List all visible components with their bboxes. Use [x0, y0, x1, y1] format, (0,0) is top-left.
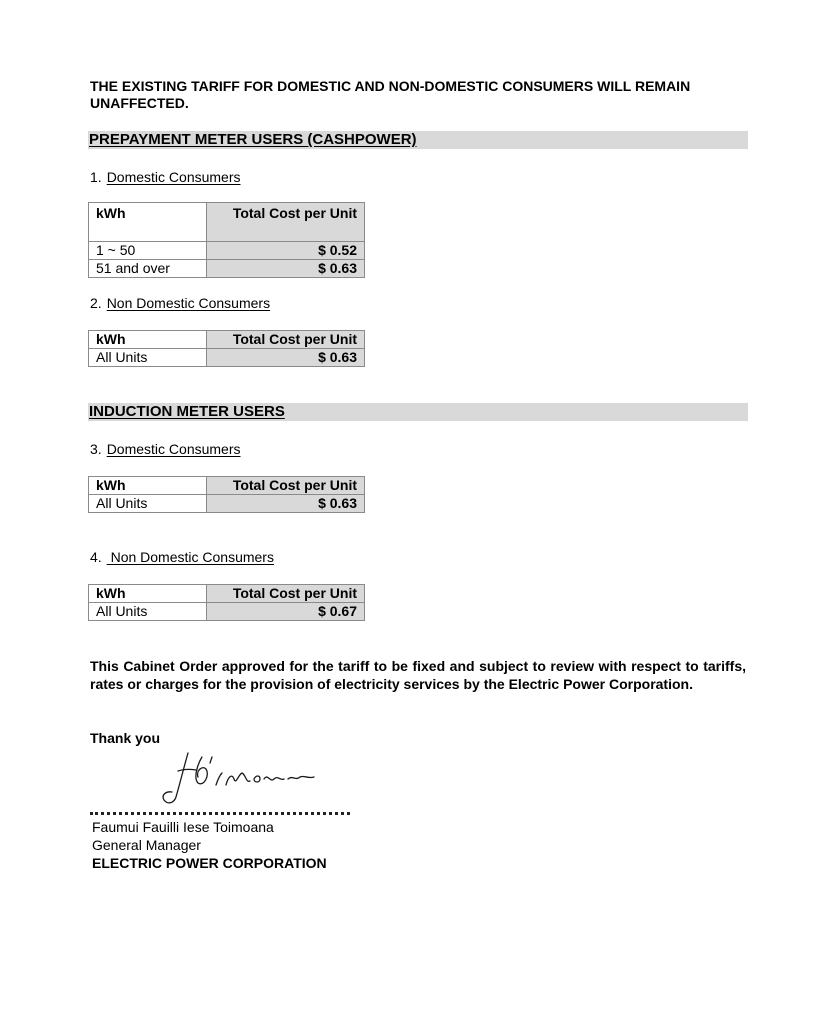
section-title: INDUCTION METER USERS	[89, 403, 285, 420]
tariff-table-domestic-prepayment	[88, 202, 365, 278]
subheading-nondomestic-induction	[90, 549, 274, 566]
tariff-table-domestic-induction	[88, 476, 365, 513]
cell-kwh-range: All Units	[89, 603, 207, 621]
table-row	[89, 495, 365, 513]
item-number: 4.	[90, 549, 102, 565]
cell-cost: $ 0.52	[207, 242, 365, 260]
header-kwh: kWh	[89, 203, 207, 242]
section-header-induction	[88, 403, 748, 421]
subheading-domestic-induction	[90, 441, 241, 458]
signatory-organization: ELECTRIC POWER CORPORATION	[92, 855, 327, 871]
cell-kwh-range: All Units	[89, 495, 207, 513]
item-label: Domestic Consumers	[106, 441, 241, 457]
table-header-row	[89, 477, 365, 495]
signature-line	[90, 800, 350, 815]
subheading-nondomestic-prepayment	[90, 295, 270, 312]
thank-you-text: Thank you	[90, 730, 161, 746]
table-header-row	[89, 331, 365, 349]
cell-cost: $ 0.63	[207, 260, 365, 278]
header-cost: Total Cost per Unit	[207, 477, 365, 495]
item-number: 2.	[90, 295, 102, 311]
tariff-table-nondomestic-induction	[88, 584, 365, 621]
table-header-row	[89, 203, 365, 242]
item-label: Domestic Consumers	[106, 169, 241, 185]
table-header-row	[89, 585, 365, 603]
header-kwh: kWh	[89, 585, 207, 603]
section-header-prepayment	[88, 131, 748, 149]
cell-cost: $ 0.63	[207, 349, 365, 367]
cell-kwh-range: 1 ~ 50	[89, 242, 207, 260]
header-cost: Total Cost per Unit	[207, 331, 365, 349]
signatory-title: General Manager	[92, 837, 201, 853]
table-row	[89, 603, 365, 621]
cell-kwh-range: All Units	[89, 349, 207, 367]
table-row	[89, 260, 365, 278]
handwritten-signature	[150, 745, 340, 807]
tariff-table-nondomestic-prepayment	[88, 330, 365, 367]
header-kwh: kWh	[89, 331, 207, 349]
header-cost: Total Cost per Unit	[207, 585, 365, 603]
table-row	[89, 349, 365, 367]
signatory-block	[92, 818, 327, 872]
table-row	[89, 242, 365, 260]
item-label: Non Domestic Consumers	[106, 295, 271, 311]
intro-statement: THE EXISTING TARIFF FOR DOMESTIC AND NON-DOMESTIC CONSUMERS WILL REMAIN UNAFFECTED.	[90, 78, 691, 111]
cell-cost: $ 0.67	[207, 603, 365, 621]
item-number: 1.	[90, 169, 102, 185]
section-title: PREPAYMENT METER USERS (CASHPOWER)	[89, 131, 417, 148]
header-cost: Total Cost per Unit	[207, 203, 365, 242]
closing-paragraph: This Cabinet Order approved for the tariff to be fixed and subject to review with respect to tariffs, rates or charges for the provision of electricity services by the Electric Power Corporation.	[90, 658, 746, 692]
cell-kwh-range: 51 and over	[89, 260, 207, 278]
header-kwh: kWh	[89, 477, 207, 495]
cell-cost: $ 0.63	[207, 495, 365, 513]
signatory-name: Faumui Fauilli Iese Toimoana	[92, 819, 274, 835]
subheading-domestic-prepayment	[90, 169, 241, 186]
item-number: 3.	[90, 441, 102, 457]
item-label: Non Domestic Consumers	[106, 549, 274, 565]
